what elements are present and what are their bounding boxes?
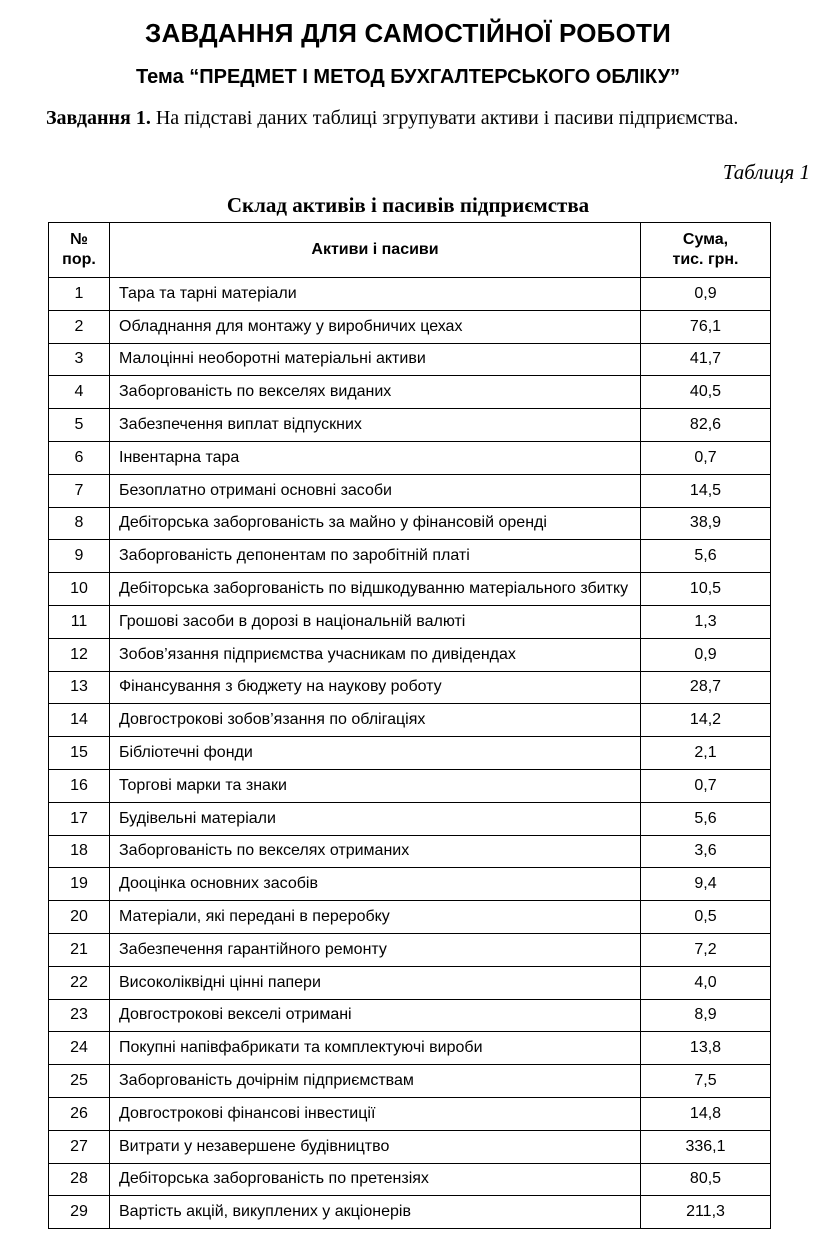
row-number: 26 [49, 1097, 110, 1130]
row-number: 15 [49, 737, 110, 770]
table-row [49, 573, 771, 606]
row-number: 4 [49, 376, 110, 409]
row-sum: 38,9 [641, 507, 771, 540]
table-row [49, 1163, 771, 1196]
table-row [49, 540, 771, 573]
header-number-line2: пор. [62, 251, 96, 268]
row-number: 21 [49, 933, 110, 966]
row-number: 29 [49, 1196, 110, 1229]
row-name: Тара та тарні матеріали [110, 278, 641, 311]
row-name: Безоплатно отримані основні засоби [110, 474, 641, 507]
row-sum: 336,1 [641, 1130, 771, 1163]
table-row [49, 704, 771, 737]
row-number: 7 [49, 474, 110, 507]
header-sum-line2: тис. грн. [672, 251, 739, 268]
task-body [12, 104, 812, 132]
header-number-line1: № [70, 231, 88, 248]
row-sum: 4,0 [641, 966, 771, 999]
row-number: 8 [49, 507, 110, 540]
document-title: ЗАВДАННЯ ДЛЯ САМОСТІЙНОЇ РОБОТИ [145, 18, 671, 48]
table-row [49, 409, 771, 442]
header-sum-line1: Сума, [682, 231, 729, 248]
task-text: На підставі даних таблиці згрупувати активи і пасиви підприємства. [155, 107, 739, 129]
row-sum: 0,7 [641, 769, 771, 802]
table-row [49, 278, 771, 311]
row-sum: 3,6 [641, 835, 771, 868]
row-number: 6 [49, 441, 110, 474]
table-row [49, 638, 771, 671]
table-row [49, 737, 771, 770]
row-name: Довгострокові векселі отримані [110, 999, 641, 1032]
row-sum: 7,2 [641, 933, 771, 966]
row-number: 11 [49, 605, 110, 638]
table-row [49, 474, 771, 507]
row-sum: 5,6 [641, 802, 771, 835]
row-name: Інвентарна тара [110, 441, 641, 474]
table-row [49, 343, 771, 376]
row-name: Дооцінка основних засобів [110, 868, 641, 901]
row-name: Бібліотечні фонди [110, 737, 641, 770]
row-sum: 14,5 [641, 474, 771, 507]
table-row [49, 901, 771, 934]
row-sum: 82,6 [641, 409, 771, 442]
table-row [49, 376, 771, 409]
table-row [49, 605, 771, 638]
table-body [49, 278, 771, 1229]
task-lead: Завдання 1. [46, 107, 151, 129]
row-sum: 9,4 [641, 868, 771, 901]
row-number: 14 [49, 704, 110, 737]
row-number: 19 [49, 868, 110, 901]
row-name: Зобов’язання підприємства учасникам по дивідендах [110, 638, 641, 671]
header-number [49, 223, 110, 278]
row-name: Витрати у незавершене будівництво [110, 1130, 641, 1163]
table-row [49, 310, 771, 343]
table-row [49, 802, 771, 835]
row-number: 20 [49, 901, 110, 934]
row-name: Забезпечення гарантійного ремонту [110, 933, 641, 966]
row-number: 10 [49, 573, 110, 606]
table-row [49, 1097, 771, 1130]
row-number: 23 [49, 999, 110, 1032]
row-number: 1 [49, 278, 110, 311]
row-name: Високоліквідні цінні папери [110, 966, 641, 999]
row-sum: 10,5 [641, 573, 771, 606]
row-name: Забезпечення виплат відпускних [110, 409, 641, 442]
row-name: Будівельні матеріали [110, 802, 641, 835]
row-sum: 7,5 [641, 1065, 771, 1098]
row-sum: 14,8 [641, 1097, 771, 1130]
row-name: Заборгованість дочірнім підприємствам [110, 1065, 641, 1098]
row-number: 27 [49, 1130, 110, 1163]
row-number: 18 [49, 835, 110, 868]
row-sum: 0,9 [641, 278, 771, 311]
table-row [49, 868, 771, 901]
row-name: Фінансування з бюджету на наукову роботу [110, 671, 641, 704]
table-row [49, 1065, 771, 1098]
row-sum: 41,7 [641, 343, 771, 376]
row-sum: 0,5 [641, 901, 771, 934]
row-name: Дебіторська заборгованість по претензіях [110, 1163, 641, 1196]
table-row [49, 1196, 771, 1229]
assets-liabilities-table [48, 222, 771, 1229]
row-sum: 80,5 [641, 1163, 771, 1196]
row-sum: 14,2 [641, 704, 771, 737]
header-sum [641, 223, 771, 278]
table-row [49, 835, 771, 868]
row-name: Заборгованість по векселях отриманих [110, 835, 641, 868]
row-number: 9 [49, 540, 110, 573]
row-name: Грошові засоби в дорозі в національній валюті [110, 605, 641, 638]
row-name: Вартість акцій, викуплених у акціонерів [110, 1196, 641, 1229]
row-name: Довгострокові фінансові інвестиції [110, 1097, 641, 1130]
row-number: 24 [49, 1032, 110, 1065]
row-name: Матеріали, які передані в переробку [110, 901, 641, 934]
row-number: 17 [49, 802, 110, 835]
table-row [49, 1032, 771, 1065]
row-sum: 40,5 [641, 376, 771, 409]
row-sum: 5,6 [641, 540, 771, 573]
table-row [49, 999, 771, 1032]
row-number: 12 [49, 638, 110, 671]
row-number: 28 [49, 1163, 110, 1196]
row-name: Обладнання для монтажу у виробничих цехах [110, 310, 641, 343]
row-name: Малоцінні необоротні матеріальні активи [110, 343, 641, 376]
table-number-label: Таблиця 1 [722, 160, 810, 184]
row-sum: 8,9 [641, 999, 771, 1032]
row-number: 3 [49, 343, 110, 376]
row-number: 13 [49, 671, 110, 704]
row-name: Довгострокові зобов’язання по облігаціях [110, 704, 641, 737]
table-row [49, 769, 771, 802]
row-number: 5 [49, 409, 110, 442]
table-row [49, 933, 771, 966]
row-sum: 1,3 [641, 605, 771, 638]
row-name: Дебіторська заборгованість за майно у фінансовій оренді [110, 507, 641, 540]
table-row [49, 441, 771, 474]
row-number: 22 [49, 966, 110, 999]
row-name: Торгові марки та знаки [110, 769, 641, 802]
row-name: Заборгованість депонентам по заробітній платі [110, 540, 641, 573]
header-name: Активи і пасиви [110, 223, 641, 278]
row-name: Дебіторська заборгованість по відшкодуванню матеріального збитку [110, 573, 641, 606]
row-sum: 13,8 [641, 1032, 771, 1065]
topic-heading: Тема “ПРЕДМЕТ І МЕТОД БУХГАЛТЕРСЬКОГО ОБЛІКУ” [135, 66, 681, 88]
row-number: 16 [49, 769, 110, 802]
table-row [49, 1130, 771, 1163]
table-row [49, 507, 771, 540]
row-sum: 2,1 [641, 737, 771, 770]
row-sum: 0,9 [641, 638, 771, 671]
row-number: 2 [49, 310, 110, 343]
row-sum: 76,1 [641, 310, 771, 343]
table-header-row [49, 223, 771, 278]
table-caption: Склад активів і пасивів підприємства [226, 193, 590, 217]
table-row [49, 671, 771, 704]
row-name: Покупні напівфабрикати та комплектуючі вироби [110, 1032, 641, 1065]
row-name: Заборгованість по векселях виданих [110, 376, 641, 409]
row-sum: 211,3 [641, 1196, 771, 1229]
row-sum: 0,7 [641, 441, 771, 474]
row-number: 25 [49, 1065, 110, 1098]
table-row [49, 966, 771, 999]
row-sum: 28,7 [641, 671, 771, 704]
task-paragraph [12, 104, 812, 132]
